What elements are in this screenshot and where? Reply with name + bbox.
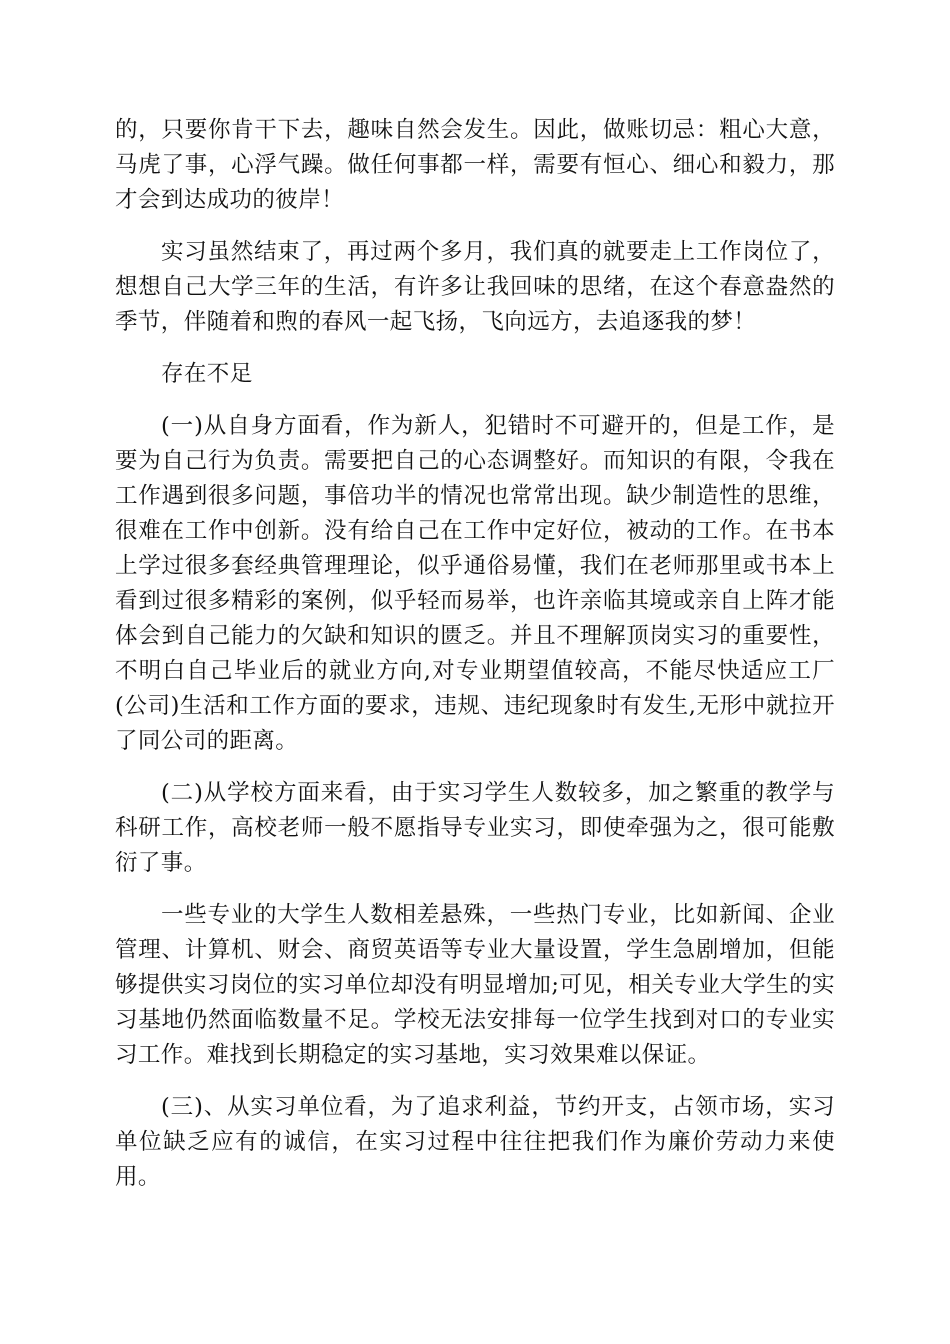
paragraph-internship-end: 实习虽然结束了，再过两个多月，我们真的就要走上工作岗位了，想想自己大学三年的生活，有许多让我回味的思绪，在这个春意盎然的季节，伴随着和煦的春风一起飞扬，飞向远方，去追逐我的梦！ xyxy=(115,239,835,335)
paragraph-continuation: 的，只要你肯干下去，趣味自然会发生。因此，做账切忌：粗心大意，马虎了事，心浮气躁。做任何事都一样，需要有恒心、细心和毅力，那才会到达成功的彼岸！ xyxy=(115,117,835,213)
paragraph-employer-aspect: (三)、从实习单位看，为了追求利益，节约开支，占领市场，实习单位缺乏应有的诚信，在实习过程中往往把我们作为廉价劳动力来使用。 xyxy=(115,1094,835,1190)
paragraph-self-aspect: (一)从自身方面看，作为新人，犯错时不可避开的，但是工作，是要为自己行为负责。需要把自己的心态调整好。而知识的有限，令我在工作遇到很多问题，事倍功半的情况也常常出现。缺少制造性的思维，很难在工作中创新。没有给自己在工作中定好位，被动的工作。在书本上学过很多套经典管理理论，似乎通俗易懂，我们在老师那里或书本上看到过很多精彩的案例，似乎轻而易举，也许亲临其境或亲自上阵才能体会到自己能力的欠缺和知识的匮乏。并且不理解顶岗实习的重要性，不明白自己毕业后的就业方向,对专业期望值较高，不能尽快适应工厂(公司)生活和工作方面的要求，违规、违纪现象时有发生,无形中就拉开了同公司的距离。 xyxy=(115,413,835,754)
section-heading-shortcomings: 存在不足 xyxy=(161,361,253,387)
paragraph-major-imbalance: 一些专业的大学生人数相差悬殊，一些热门专业，比如新闻、企业管理、计算机、财会、商贸英语等专业大量设置，学生急剧增加，但能够提供实习岗位的实习单位却没有明显增加;可见，相关专业大学生的实习基地仍然面临数量不足。学校无法安排每一位学生找到对口的专业实习工作。难找到长期稳定的实习基地，实习效果难以保证。 xyxy=(115,902,835,1068)
paragraph-school-aspect: (二)从学校方面来看，由于实习学生人数较多，加之繁重的教学与科研工作，高校老师一般不愿指导专业实习，即使牵强为之，很可能敷衍了事。 xyxy=(115,780,835,876)
document-page xyxy=(115,113,835,1212)
